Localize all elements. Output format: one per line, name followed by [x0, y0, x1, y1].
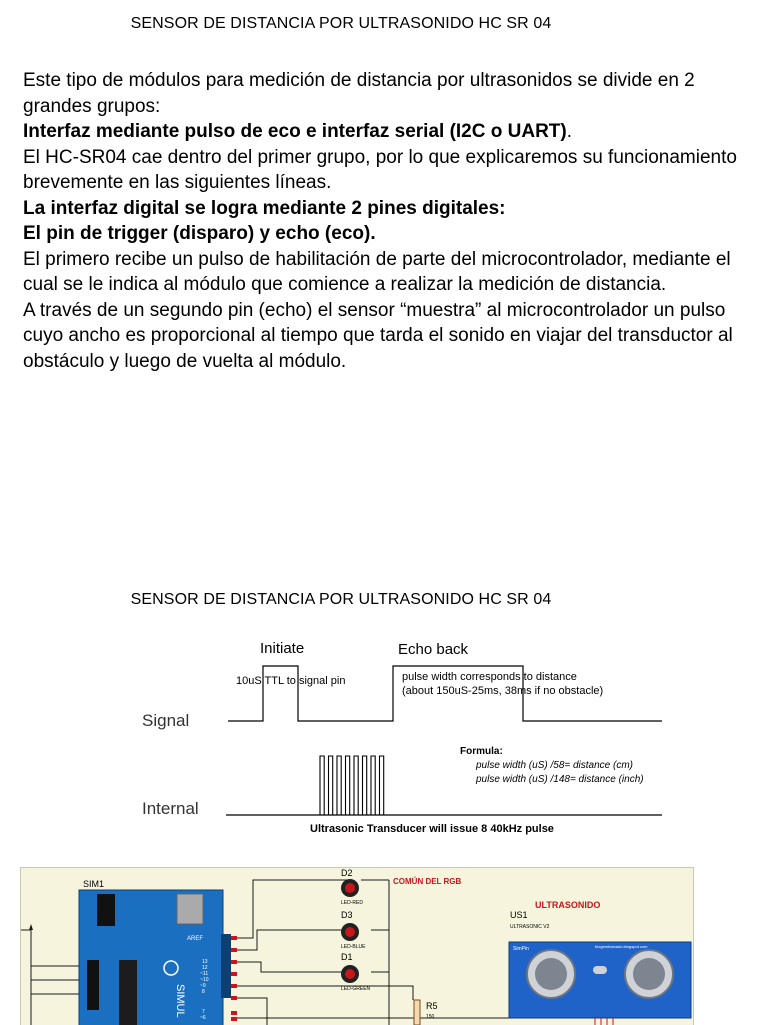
resistor-label: R5 [426, 1001, 438, 1011]
pin-label: ~10 [200, 977, 209, 983]
echo-back-label: Echo back [398, 641, 469, 658]
initiate-label: Initiate [260, 640, 305, 657]
paragraph-7: A través de un segundo pin (echo) el sensor “muestra” al microcontrolador un pulso cuyo ancho es proporcional al tiempo que tarda el sonido en viajar del transductor al obstáculo y luego de vuelta al módulo. [23, 299, 733, 372]
burst-pulses [320, 756, 384, 815]
led-d1-label: D1 [341, 952, 353, 962]
formula-line1: pulse width (uS) /58= distance (cm) [476, 760, 634, 771]
pin-label: ~11 [200, 971, 209, 977]
paragraph-4: La interfaz digital se logra mediante 2 pines digitales: [23, 197, 506, 219]
transducer-footer: Ultrasonic Transducer will issue 8 40kHz pulse [310, 823, 554, 835]
pin-label: ~6 [200, 1015, 206, 1021]
document-title-2: SENSOR DE DISTANCIA POR ULTRASONIDO HC SR 04 [130, 591, 552, 608]
rgb-title: COMÚN DEL RGB [393, 877, 462, 886]
burst-pulse [354, 756, 358, 815]
board-logo-text: SIMUL [174, 984, 186, 1018]
simpin-label: SimPin [513, 946, 529, 952]
document-title: SENSOR DE DISTANCIA POR ULTRASONIDO HC SR 04 [130, 15, 552, 32]
pin-label: ~9 [200, 983, 206, 989]
trigger-note: 10uS TTL to signal pin [236, 675, 346, 687]
ultrasonic-model: ULTRASONIC V2 [510, 924, 550, 930]
ultrasonic-ref: US1 [510, 910, 528, 920]
pin-label: 7 [202, 1009, 205, 1015]
resistor-r5 [414, 1000, 420, 1025]
resistor-value: 150 [426, 1014, 435, 1020]
power-jack [97, 894, 115, 926]
timing-diagram [138, 628, 680, 846]
led-d3-lens [345, 927, 355, 937]
crystal-icon [593, 966, 607, 974]
led-d1-type: LED-GREEN [341, 986, 371, 992]
signal-label: Signal [142, 711, 190, 730]
formula-title: Formula: [460, 746, 503, 757]
paragraph-2-suffix: . [566, 121, 573, 142]
schematic-svg [21, 868, 693, 1025]
led-d1-lens [345, 969, 355, 979]
usb-connector [177, 894, 203, 924]
burst-pulse [320, 756, 324, 815]
ultrasonic-title: ULTRASONIDO [535, 900, 601, 910]
led-d3-label: D3 [341, 910, 353, 920]
led-d3-type: LED-BLUE [341, 944, 366, 950]
burst-pulse [380, 756, 384, 815]
pin-label: 13 [202, 959, 208, 965]
transducer-right-mesh [633, 958, 665, 990]
burst-pulse [363, 756, 367, 815]
led-d2-lens [345, 883, 355, 893]
burst-pulse [337, 756, 341, 815]
document-body [23, 68, 743, 374]
led-d2-type: LED-RED [341, 900, 363, 906]
pin-markers [231, 936, 237, 1021]
paragraph-2-bold: Interfaz mediante pulso de eco e interfaz serial (I2C o UART) [23, 121, 567, 142]
paragraph-1: Este tipo de módulos para medición de distancia por ultrasonidos se divide en 2 grandes grupos: [23, 70, 695, 117]
mcu-chip [119, 960, 137, 1025]
led-d2-label: D2 [341, 868, 353, 878]
burst-pulse [371, 756, 375, 815]
aref-label: AREF [187, 936, 204, 942]
echo-note-line1: pulse width corresponds to distance [402, 671, 577, 683]
circuit-schematic [20, 867, 694, 1025]
power-header [87, 960, 99, 1010]
paragraph-6: El primero recibe un pulso de habilitación de parte del microcontrolador, mediante el cual se le indica al módulo que comience a realizar la medición de distancia. [23, 248, 731, 295]
sim-label: SIM1 [83, 879, 105, 889]
internal-label: Internal [142, 799, 199, 818]
transducer-left-mesh [535, 958, 567, 990]
pin-header [221, 934, 231, 998]
paragraph-5: El pin de trigger (disparo) y echo (eco). [23, 223, 376, 244]
timing-diagram-svg [138, 628, 680, 846]
paragraph-2 [23, 119, 743, 145]
burst-pulse [329, 756, 333, 815]
formula-line2: pulse width (uS) /148= distance (inch) [476, 774, 644, 785]
power-arrow-icon [29, 924, 33, 930]
paragraph-3: El HC-SR04 cae dentro del primer grupo, por lo que explicaremos su funcionamiento brevemente en las siguientes líneas. [23, 146, 737, 193]
pin-label: 8 [202, 989, 205, 995]
blog-label: blogembarcado.blogspot.com [595, 944, 648, 949]
pin-label: 12 [202, 965, 208, 971]
burst-pulse [346, 756, 350, 815]
echo-note-line2: (about 150uS-25ms, 38ms if no obstacle) [402, 685, 604, 697]
